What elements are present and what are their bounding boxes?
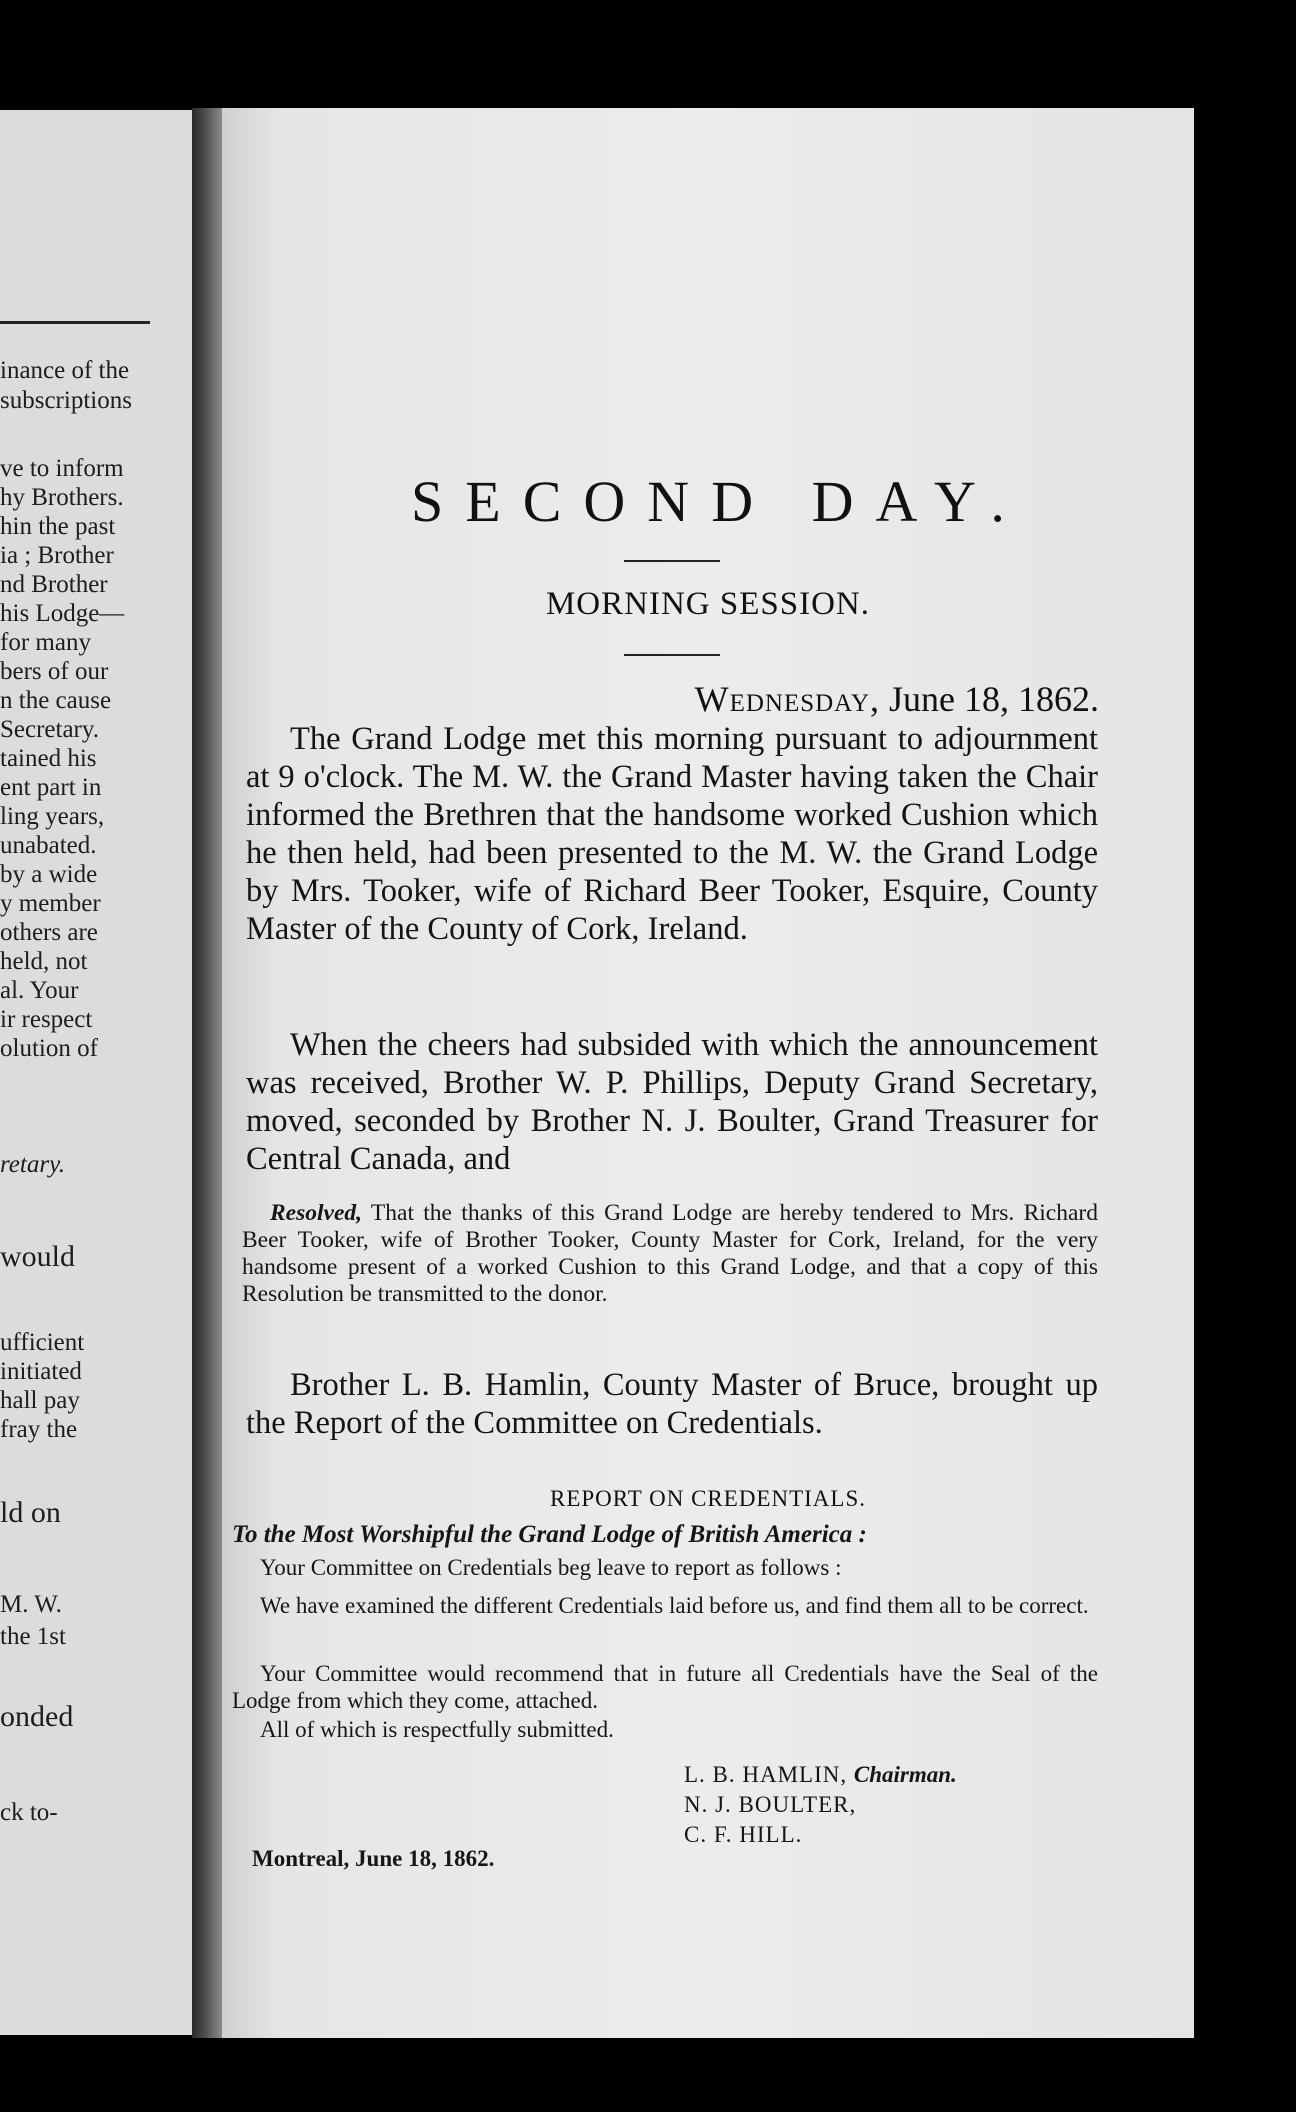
fragment-line: ld on — [0, 1496, 61, 1529]
resolution-label: Resolved, — [270, 1200, 363, 1226]
fragment-line: ufficient — [0, 1329, 85, 1356]
fragment-line: retary. — [0, 1151, 66, 1178]
fragment-line: Secretary. — [0, 716, 100, 743]
fragment-line: M. W. — [0, 1591, 62, 1618]
session-divider — [624, 654, 720, 656]
fragment-line: hy Brothers. — [0, 484, 124, 511]
fragment-line: n the cause — [0, 687, 112, 714]
fragment-line: ck to- — [0, 1799, 58, 1826]
dateline — [695, 678, 1099, 720]
fragment-line: would — [0, 1240, 75, 1273]
fragment-line: inance of the — [0, 357, 130, 384]
section-divider — [0, 321, 150, 324]
previous-page-fragment — [0, 110, 192, 2035]
fragment-line: ent part in — [0, 774, 102, 801]
place-and-date: Montreal, June 18, 1862. — [252, 1846, 495, 1871]
fragment-line: for many — [0, 629, 91, 656]
fragment-line: the 1st — [0, 1623, 66, 1650]
fragment-line: his Lodge— — [0, 600, 125, 627]
fragment-line: y member — [0, 890, 101, 917]
dateline-weekday: Wednesday, — [694, 679, 880, 719]
fragment-line: others are — [0, 919, 98, 946]
report-line: Your Committee on Credentials beg leave to report as follows : — [260, 1555, 842, 1580]
title-divider — [624, 560, 720, 562]
fragment-line: ling years, — [0, 803, 105, 830]
dateline-date: June 18, 1862. — [889, 679, 1099, 719]
page-title: SECOND DAY. — [411, 469, 1027, 534]
document-page — [222, 108, 1194, 2038]
fragment-line: tained his — [0, 745, 97, 772]
fragment-line: onded — [0, 1700, 74, 1733]
signatory — [684, 1762, 957, 1788]
signatory-name: N. J. BOULTER, — [684, 1792, 857, 1817]
fragment-line: hin the past — [0, 513, 116, 540]
report-line: We have examined the different Credentials laid before us, and find them all to be correct. — [260, 1593, 1089, 1618]
paragraph-report-intro: Brother L. B. Hamlin, County Master of Bruce, brought up the Report of the Committee on Credentials. — [246, 1367, 1098, 1441]
signatory-role: Chairman. — [853, 1762, 957, 1787]
fragment-line: hall pay — [0, 1387, 80, 1414]
fragment-line: by a wide — [0, 861, 98, 888]
signatory — [684, 1822, 802, 1848]
paragraph-motion: When the cheers had subsided with which the announcement was received, Brother W. P. Phillips, Deputy Grand Secretary, moved, seconded by Brother N. J. Boulter, Grand Treasurer for Central Canada, and — [246, 1027, 1098, 1177]
report-line: Your Committee would recommend that in future all Credentials have the Seal of the Lodge from which they come, attached. — [232, 1661, 1098, 1713]
fragment-line: subscriptions — [0, 387, 132, 414]
fragment-line: fray the — [0, 1416, 78, 1443]
signatory — [684, 1792, 856, 1818]
fragment-line: olution of — [0, 1035, 98, 1062]
fragment-line: bers of our — [0, 658, 109, 685]
fragment-line: ia ; Brother — [0, 542, 114, 569]
report-address: To the Most Worshipful the Grand Lodge of British America : — [232, 1521, 867, 1548]
fragment-line: ve to inform — [0, 455, 124, 482]
resolution-block — [242, 1200, 1098, 1308]
report-line: All of which is respectfully submitted. — [260, 1717, 614, 1742]
resolution-text: That the thanks of this Grand Lodge are hereby tendered to Mrs. Richard Beer Tooker, wife of Brother Tooker, County Master for Cork, Ireland, for the very handsome present of a worked Cushion to this Grand Lodge, and that a copy of this Resolution be transmitted to the donor. — [242, 1200, 1098, 1307]
signatory-name: C. F. HILL. — [684, 1822, 803, 1847]
fragment-line: initiated — [0, 1358, 82, 1385]
fragment-line: unabated. — [0, 832, 97, 859]
fragment-line: al. Your — [0, 977, 79, 1004]
fragment-line: held, not — [0, 948, 88, 975]
signatory-name: L. B. HAMLIN, — [684, 1762, 848, 1787]
fragment-line: nd Brother — [0, 571, 108, 598]
paragraph-meeting: The Grand Lodge met this morning pursuant to adjournment at 9 o'clock. The M. W. the Grand Master having taken the Chair informed the Brethren that the handsome worked Cushion which he then held, had been presented to the M. W. the Grand Lodge by Mrs. Tooker, wife of Richard Beer Tooker, Esquire, County Master of the County of Cork, Ireland. — [246, 721, 1098, 947]
book-gutter — [192, 108, 222, 2038]
fragment-line: ir respect — [0, 1006, 93, 1033]
session-heading: MORNING SESSION. — [545, 586, 871, 622]
report-heading: REPORT ON CREDENTIALS. — [549, 1486, 866, 1511]
